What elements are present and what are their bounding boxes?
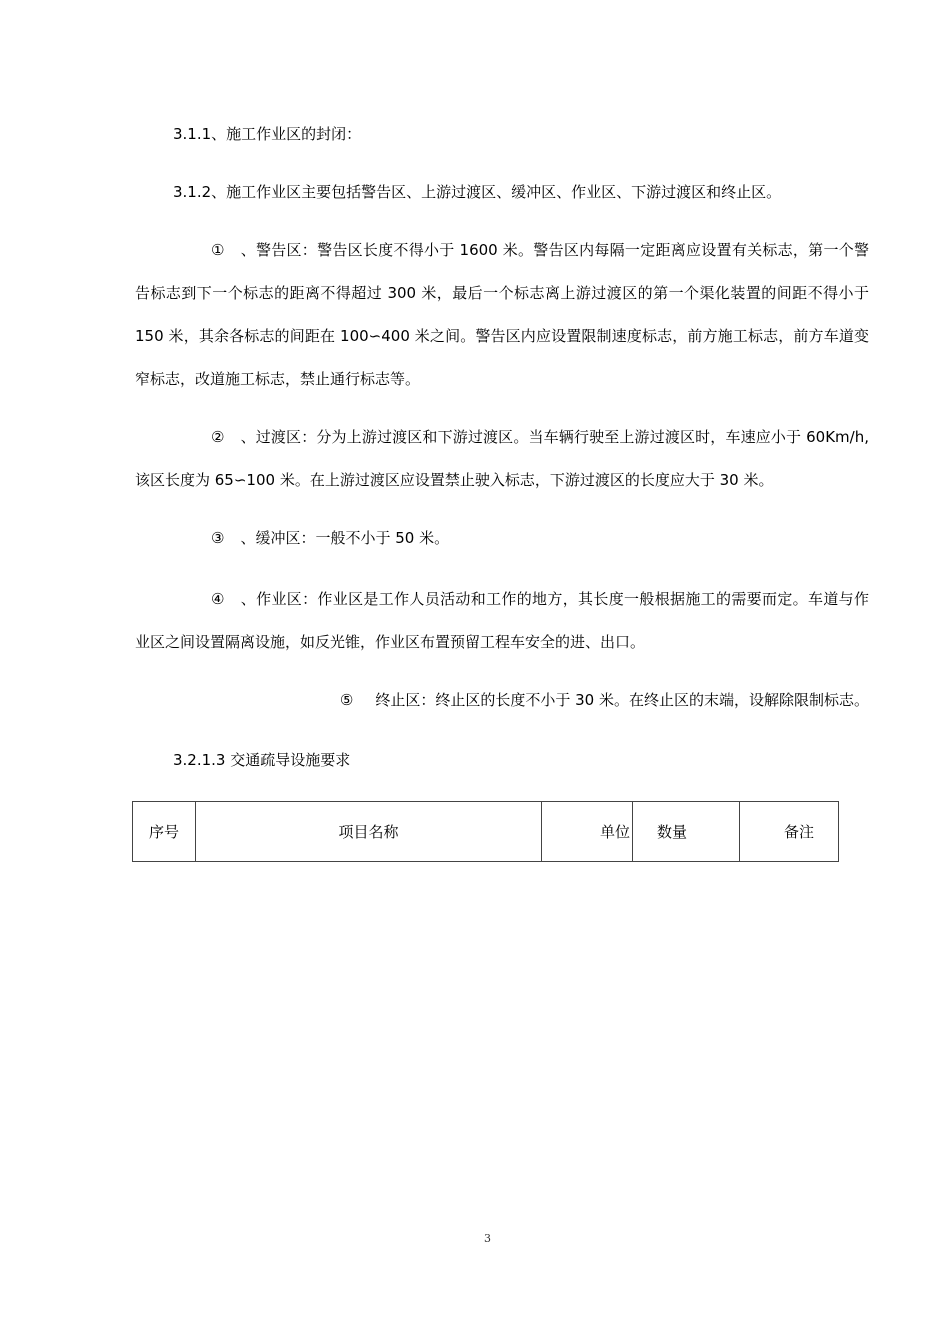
header-unit: 单位 [542,802,633,862]
section-3-1-2-paragraph: 3.1.2、施工作业区主要包括警告区、上游过渡区、缓冲区、作业区、下游过渡区和终止区。 [173,183,782,201]
header-remarks: 备注 [740,802,839,862]
item-text: 、过渡区：分为上游过渡区和下游过渡区。当车辆行驶至上游过渡区时，车速应小于 60Km/h,该区长度为 65∽100 米。在上游过渡区应设置禁止驶入标志，下游过渡区的长度应大于 30 米。 [135,428,869,489]
section-3-2-1-3-heading: 3.2.1.3 交通疏导设施要求 [173,751,351,769]
section-3-1-1-heading: 3.1.1、施工作业区的封闭： [173,125,362,143]
header-quantity: 数量 [633,802,740,862]
item-text: 、警告区：警告区长度不得小于 1600 米。警告区内每隔一定距离应设置有关标志，第一个警告标志到下一个标志的距离不得超过 300 米，最后一个标志离上游过渡区的第一个渠化装置的间距不得小于 150 米，其余各标志的间距在 100∽400 米之间。警告区内应设置限制速度标志，前方施工标志，前方车道变窄标志，改道施工标志，禁止通行标志等。 [135,241,869,388]
work-zone-paragraph [135,578,869,664]
item-number: ② [211,428,225,446]
warning-zone-paragraph [135,229,869,401]
item-text: 、缓冲区：一般不小于 50 米。 [240,529,450,547]
item-number: ⑤ [339,691,354,709]
table-header-row [133,802,839,862]
item-number: ① [211,241,225,259]
item-number: ④ [211,590,225,608]
page-number: 3 [484,1232,491,1245]
item-text: 、作业区：作业区是工作人员活动和工作的地方，其长度一般根据施工的需要而定。车道与作业区之间设置隔离设施，如反光锥，作业区布置预留工程车安全的进、出口。 [135,590,869,651]
transition-zone-paragraph [135,416,869,502]
termination-zone-paragraph [135,679,869,722]
traffic-facilities-table [132,801,839,862]
buffer-zone-paragraph [135,517,869,560]
item-text: 终止区：终止区的长度不小于 30 米。在终止区的末端，设解除限制标志。 [375,691,869,709]
item-number: ③ [211,529,225,547]
header-item-name: 项目名称 [196,802,542,862]
header-seq-no: 序号 [133,802,196,862]
